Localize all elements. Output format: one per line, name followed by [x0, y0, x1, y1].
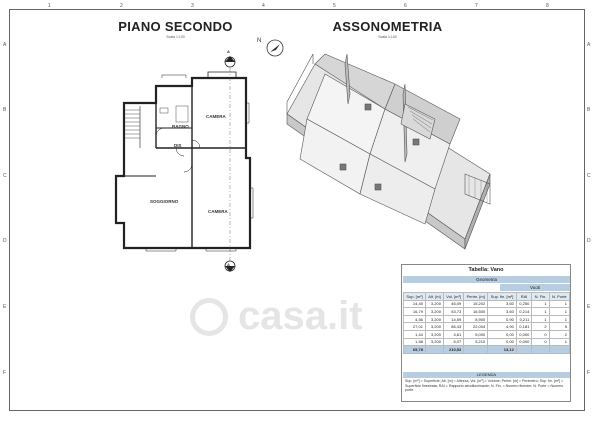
total-cell: 13,12	[488, 346, 517, 354]
ruler-left-b: B	[3, 107, 7, 113]
col-header-rai: RAI	[516, 293, 532, 301]
table-cell: 14,59	[443, 315, 463, 323]
total-cell	[549, 346, 569, 354]
table-cell: 3,200	[425, 330, 443, 338]
svg-text:N: N	[257, 38, 262, 44]
total-cell	[464, 346, 488, 354]
table-cell: 3,200	[425, 338, 443, 346]
watermark	[190, 288, 410, 348]
ruler-right-d: D	[587, 238, 591, 244]
plan-scale: Scala 1:100	[166, 35, 185, 39]
table-cell: 16,79	[404, 308, 426, 316]
table-cell: 0,000	[516, 338, 532, 346]
ruler-top-4: 4	[262, 3, 265, 9]
legend-text: Sup. [m²] = Superficie; Alt. [m] = Altezza; Vol. [m³] = Volume; Perim. [m] = Perimetro; Sup. fin. [m²] = Superficie finestrata; RAI = Rapporto aeroilluminante; N. Fin. = Numero finestre; N. Porte = Numero porte.	[405, 379, 564, 393]
table-values	[403, 292, 570, 354]
col-header-vol: Vol. [m³]	[443, 293, 463, 301]
table-cell: 22,004	[464, 323, 488, 331]
table-cell: 14,40	[404, 300, 426, 308]
axonometric-view	[285, 44, 505, 254]
table-cell: 1	[549, 338, 569, 346]
table-cell: 4,56	[404, 315, 426, 323]
floor-plan	[96, 48, 271, 280]
total-cell	[532, 346, 549, 354]
table-cell: 1,58	[404, 338, 426, 346]
room-label-bagno: BAGNO	[172, 124, 189, 129]
table-cell: 5,07	[443, 338, 463, 346]
table-row	[404, 338, 570, 346]
table-cell: 0	[532, 338, 549, 346]
table-cell: 0,181	[516, 323, 532, 331]
plan-title: PIANO SECONDO	[118, 19, 233, 34]
table-cell: 0	[532, 330, 549, 338]
col-header-supfin: Sup. fin. [m²]	[488, 293, 517, 301]
ruler-left-c: C	[3, 173, 7, 179]
table-cell: 5,210	[464, 338, 488, 346]
watermark-text: casa.it	[238, 294, 363, 338]
section-marker-bottom: A	[227, 262, 230, 267]
table-cell: 86,43	[443, 323, 463, 331]
ruler-top-3: 3	[191, 3, 194, 9]
room-label-soggiorno: SOGGIORNO	[150, 199, 179, 204]
total-cell: 65,78	[404, 346, 426, 354]
ruler-top-7: 7	[475, 3, 478, 9]
ruler-right-c: C	[587, 173, 591, 179]
ruler-top-1: 1	[48, 3, 51, 9]
axonometry-scale: Scala 1:100	[378, 35, 397, 39]
ruler-left-f: F	[3, 370, 7, 376]
table-row	[404, 330, 570, 338]
casa-logo-icon	[190, 298, 228, 336]
table-cell: 53,73	[443, 308, 463, 316]
col-header-nfin: N. Fin.	[532, 293, 549, 301]
table-cell: 3,200	[425, 300, 443, 308]
axonometry-title: ASSONOMETRIA	[332, 19, 443, 34]
ruler-top-6: 6	[404, 3, 407, 9]
col-header-alt: Alt. [m]	[425, 293, 443, 301]
table-cell: 0,250	[516, 300, 532, 308]
table-cell: 5	[549, 323, 569, 331]
section-marker-top: A	[227, 49, 230, 54]
table-cell: 0,90	[488, 315, 517, 323]
table-cell: 8,900	[464, 315, 488, 323]
room-label-camera-2: CAMERA	[208, 209, 228, 214]
table-cell: 3,60	[488, 308, 517, 316]
table-group-voids: Vuoti	[500, 284, 570, 291]
legend-title: LEGENDA	[403, 372, 570, 378]
table-cell: 46,09	[443, 300, 463, 308]
total-cell: 210,52	[443, 346, 463, 354]
table-cell: 1	[549, 300, 569, 308]
table-row	[404, 323, 570, 331]
ruler-right-a: A	[587, 42, 591, 48]
table-title: Tabella: Vano	[468, 267, 504, 273]
ruler-right-f: F	[587, 370, 591, 376]
ruler-right-b: B	[587, 107, 591, 113]
table-cell: 27,01	[404, 323, 426, 331]
table-cell: 1	[532, 300, 549, 308]
table-cell: 15,202	[464, 300, 488, 308]
table-cell: 1	[549, 315, 569, 323]
table-cell: 0,000	[516, 330, 532, 338]
table-cell: 0,00	[488, 330, 517, 338]
table-cell: 5,000	[464, 330, 488, 338]
table-cell: 4,61	[443, 330, 463, 338]
table-cell: 0,211	[516, 315, 532, 323]
col-header-perim: Perim. [m]	[464, 293, 488, 301]
ruler-left-a: A	[3, 42, 7, 48]
room-label-dis: DIS	[174, 143, 182, 148]
ruler-top-2: 2	[120, 3, 123, 9]
ruler-left-d: D	[3, 238, 7, 244]
table-cell: 0,214	[516, 308, 532, 316]
table-cell: 3,200	[425, 308, 443, 316]
ruler-top-5: 5	[333, 3, 336, 9]
table-cell: 16,500	[464, 308, 488, 316]
table-cell: 1,44	[404, 330, 426, 338]
total-cell	[516, 346, 532, 354]
table-cell: 4,90	[488, 323, 517, 331]
table-cell: 1	[549, 308, 569, 316]
total-cell	[425, 346, 443, 354]
col-header-sup: Sup. [m²]	[404, 293, 426, 301]
table-row	[404, 300, 570, 308]
ruler-top-8: 8	[546, 3, 549, 9]
table-header-row	[404, 293, 570, 301]
ruler-left-e: E	[3, 304, 7, 310]
table-cell: 1	[532, 315, 549, 323]
table-cell: 2	[549, 330, 569, 338]
room-label-camera-1: CAMERA	[206, 114, 226, 119]
table-row	[404, 315, 570, 323]
table-cell: 3,60	[488, 300, 517, 308]
table-total-row	[404, 346, 570, 354]
room-table	[401, 264, 571, 402]
table-cell: 0,00	[488, 338, 517, 346]
table-cell: 2	[532, 323, 549, 331]
table-cell: 1	[532, 308, 549, 316]
table-cell: 3,200	[425, 315, 443, 323]
col-header-nporte: N. Porte	[549, 293, 569, 301]
ruler-right-e: E	[587, 304, 591, 310]
table-group-geometry: Geometria	[403, 276, 570, 283]
table-row	[404, 308, 570, 316]
table-cell: 3,200	[425, 323, 443, 331]
